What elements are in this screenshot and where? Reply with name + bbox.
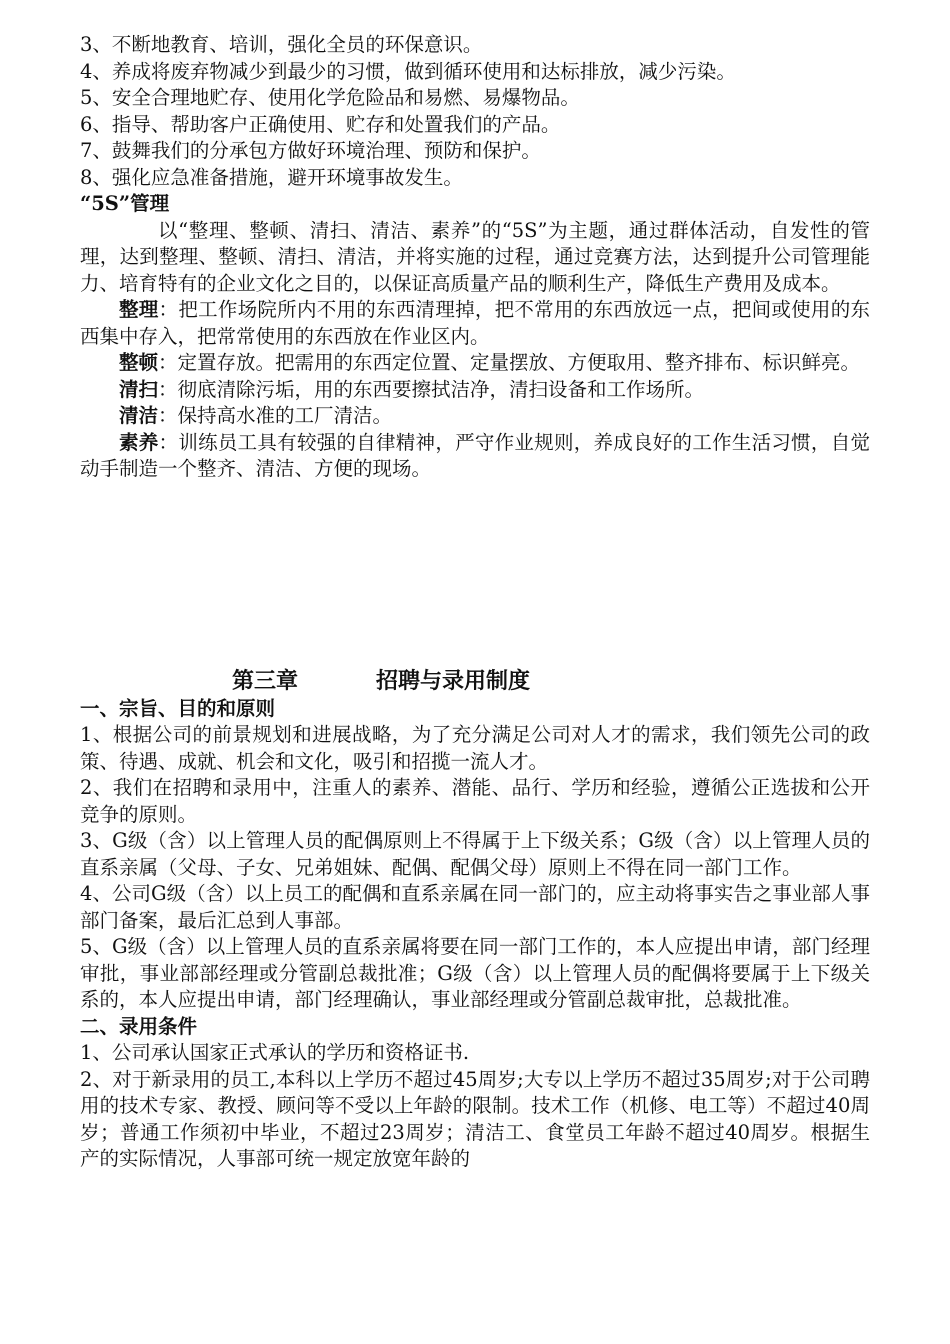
paragraph: 2、我们在招聘和录用中，注重人的素养、潜能、品行、学历和经验，遵循公正选拔和公开竞争的原则。 — [80, 776, 870, 826]
section-heading: 一、宗旨、目的和原则 — [80, 696, 276, 720]
list-item: 3、不断地教育、培训，强化全员的环保意识。 — [80, 33, 483, 56]
paragraph: 1、根据公司的前景规划和进展战略，为了充分满足公司对人才的需求，我们领先公司的政策、待遇、成就、机会和文化，吸引和招揽一流人才。 — [80, 723, 870, 773]
list-item: 5、安全合理地贮存、使用化学危险品和易燃、易爆物品。 — [80, 86, 580, 109]
section-heading: 二、录用条件 — [80, 1014, 198, 1038]
five-s-text: 把工作场院所内不用的东西清理掉，把不常用的东西放远一点，把间或使用的东西集中存入，把常常使用的东西放在作业区内。 — [80, 298, 870, 348]
five-s-term: 素养 — [119, 430, 159, 454]
five-s-item-order: 整顿：定置存放。把需用的东西定位置、定量摆放、方便取用、整齐排布、标识鲜亮。 — [119, 351, 861, 374]
list-item: 6、指导、帮助客户正确使用、贮存和处置我们的产品。 — [80, 112, 561, 136]
list-item: 8、强化应急准备措施，避开环境事故发生。 — [80, 165, 463, 189]
chapter-title — [232, 666, 870, 696]
paragraph: 5、G级（含）以上管理人员的直系亲属将要在同一部门工作的，本人应提出申请，部门经理审批，事业部部经理或分管副总裁批准；G级（含）以上管理人员的配偶将要属于上下级关系的，本人应提出申请，部门经理确认，事业部经理或分管副总裁审批，总裁批准。 — [80, 935, 870, 1011]
five-s-text: 保持高水准的工厂清洁。 — [177, 404, 393, 427]
list-item: 4、养成将废弃物减少到最少的习惯，做到循环使用和达标排放，减少污染。 — [80, 59, 736, 83]
chapter-name: 招聘与录用制度 — [376, 667, 531, 694]
five-s-text: 定置存放。把需用的东西定位置、定量摆放、方便取用、整齐排布、标识鲜亮。 — [177, 351, 861, 374]
five-s-intro: 以“整理、整顿、清扫、清洁、素养”的“5S”为主题，通过群体活动，自发性的管理，达到整理、整顿、清扫、清洁，并将实施的过程，通过竞赛方法，达到提升公司管理能力、培育特有的企业文化之目的，以保证高质量产品的顺利生产，降低生产费用及成本。 — [80, 218, 870, 295]
five-s-term: 整顿 — [119, 351, 159, 374]
paragraph: 4、公司G级（含）以上员工的配偶和直系亲属在同一部门的，应主动将事实告之事业部人事部门备案，最后汇总到人事部。 — [80, 882, 870, 932]
environment-list — [80, 32, 870, 191]
chapter-number: 第三章 — [232, 667, 299, 694]
five-s-heading: “5S”管理 — [80, 192, 170, 215]
paragraph: 3、G级（含）以上管理人员的配偶原则上不得属于上下级关系；G级（含）以上管理人员的直系亲属（父母、子女、兄弟姐妹、配偶、配偶父母）原则上不得在同一部门工作。 — [80, 829, 870, 879]
five-s-item-clean: 清洁：保持高水准的工厂清洁。 — [119, 404, 393, 427]
five-s-term: 清洁 — [119, 404, 159, 427]
list-item: 7、鼓舞我们的分承包方做好环境治理、预防和保护。 — [80, 139, 541, 162]
five-s-text: 彻底清除污垢，用的东西要擦拭洁净，清扫设备和工作场所。 — [177, 377, 705, 401]
five-s-item-sort: 整理：把工作场院所内不用的东西清理掉，把不常用的东西放远一点，把间或使用的东西集中存入，把常常使用的东西放在作业区内。 — [80, 298, 870, 348]
five-s-text: 训练员工具有较强的自律精神，严守作业规则，养成良好的工作生活习惯，自觉动手制造一个整齐、清洁、方便的现场。 — [80, 430, 870, 480]
paragraph: 2、对于新录用的员工,本科以上学历不超过45周岁;大专以上学历不超过35周岁;对于公司聘用的技术专家、教授、顾问等不受以上年龄的限制。技术工作（机修、电工等）不超过40周岁；普通工作须初中毕业，不超过23周岁；清洁工、食堂员工年龄不超过40周岁。根据生产的实际情况，人事部可统一规定放宽年龄的 — [80, 1067, 870, 1170]
document-page — [80, 32, 870, 1173]
paragraph: 1、公司承认国家正式承认的学历和资格证书. — [80, 1041, 470, 1064]
five-s-item-discipline: 素养：训练员工具有较强的自律精神，严守作业规则，养成良好的工作生活习惯，自觉动手制造一个整齐、清洁、方便的现场。 — [80, 430, 870, 480]
five-s-section — [80, 191, 870, 483]
five-s-term: 整理 — [119, 298, 159, 321]
section-purpose — [80, 696, 870, 1014]
five-s-term: 清扫 — [119, 377, 159, 401]
page-gap — [80, 483, 870, 666]
five-s-item-sweep: 清扫：彻底清除污垢，用的东西要擦拭洁净，清扫设备和工作场所。 — [119, 377, 705, 401]
section-conditions — [80, 1014, 870, 1173]
